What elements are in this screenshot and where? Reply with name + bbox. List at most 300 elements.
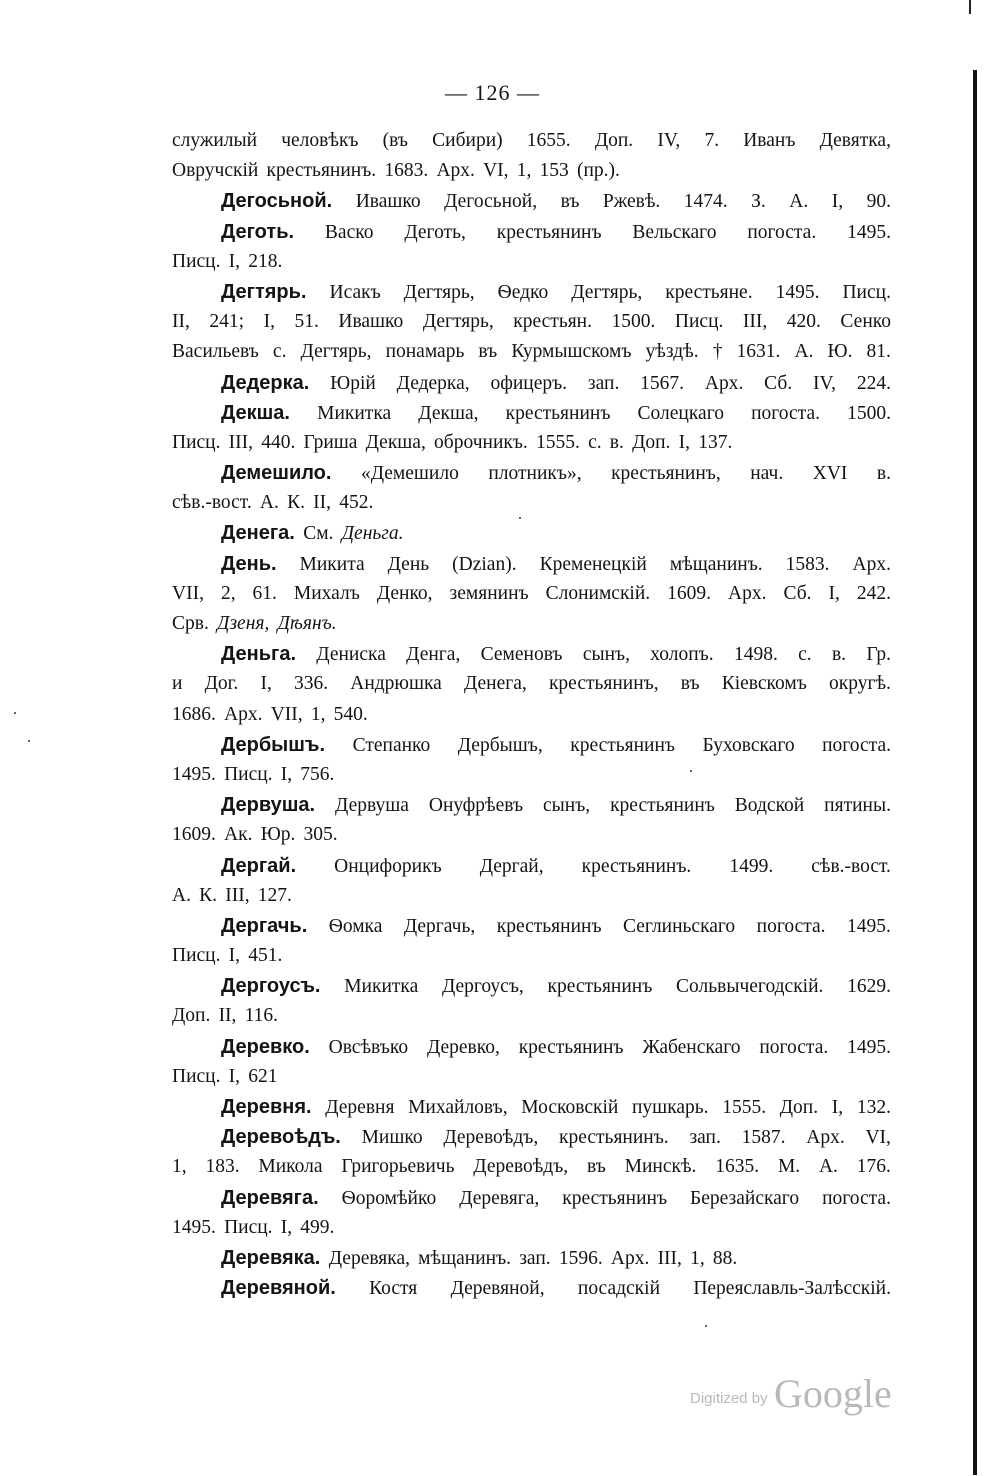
- word: 1495.: [847, 221, 891, 243]
- word: 499.: [300, 1216, 335, 1238]
- text-line: [172, 851, 891, 881]
- text-line: [172, 609, 891, 639]
- word: Дегтярь,: [571, 281, 643, 303]
- word: 1683.: [384, 160, 429, 182]
- word: Ржевѣ.: [602, 191, 661, 213]
- word: Арх.: [852, 553, 891, 575]
- word: 1629.: [847, 976, 891, 998]
- text-line: [172, 639, 891, 669]
- word: Сенко: [840, 311, 891, 333]
- word: пушкарь.: [632, 1097, 709, 1118]
- word: Деревоѣдъ,: [443, 1127, 539, 1149]
- text-line: [172, 1183, 891, 1213]
- entry-headword: Дербышъ.: [221, 733, 326, 756]
- word: Московскій: [521, 1097, 619, 1118]
- word: Декша,: [418, 402, 479, 424]
- word: I,: [831, 191, 844, 213]
- word: III,: [228, 431, 254, 453]
- word: 176.: [856, 1156, 891, 1178]
- word: Доп.: [172, 1005, 211, 1027]
- word: крестьяне.: [665, 281, 753, 303]
- word: Минскѣ.: [624, 1156, 697, 1178]
- word: 7.: [704, 130, 720, 151]
- word: Писц.: [224, 1216, 273, 1238]
- text-line: [172, 518, 891, 548]
- entry-headword: Деревяка.: [221, 1246, 321, 1269]
- word: I,: [828, 582, 840, 604]
- word: 132.: [856, 1097, 891, 1118]
- word: въ: [478, 341, 498, 363]
- word: Сб.: [764, 372, 793, 394]
- word: Костя: [369, 1278, 418, 1300]
- page-number: — 126 —: [445, 80, 540, 105]
- text-line: [172, 881, 891, 911]
- watermark-google-logo: Google: [774, 1371, 892, 1416]
- word: 1609.: [667, 582, 712, 604]
- word: Онцифорикъ: [334, 855, 442, 877]
- word: округѣ.: [828, 673, 891, 695]
- word: 1655.: [526, 130, 571, 151]
- word: I,: [263, 311, 275, 333]
- entry-headword: Дедерка.: [221, 371, 310, 394]
- word: погоста.: [751, 402, 820, 424]
- word: 1474.: [683, 191, 728, 213]
- word: 1495.: [775, 281, 820, 303]
- word: с.: [798, 644, 812, 666]
- text-line: [172, 1032, 891, 1062]
- word: 1500.: [847, 402, 891, 424]
- word: 440.: [261, 431, 296, 453]
- word: IV,: [813, 372, 836, 394]
- word: VII,: [270, 703, 303, 725]
- word: 61.: [252, 582, 277, 604]
- word: Слонимскій.: [545, 582, 651, 604]
- google-watermark: [690, 1370, 900, 1420]
- word: Микита: [299, 553, 365, 575]
- word: Овручскій: [172, 160, 259, 182]
- word: Ѳедко: [497, 281, 549, 303]
- word: 1495.: [847, 1036, 891, 1058]
- word: Дербышъ,: [457, 734, 543, 756]
- word: сѣв.-вост.: [172, 492, 252, 514]
- word: См.: [303, 523, 334, 545]
- text-line: [172, 549, 891, 579]
- word: Иванъ: [743, 130, 796, 151]
- word: А.: [789, 191, 809, 213]
- word: А.: [259, 492, 279, 514]
- word: уѣздѣ.: [645, 341, 699, 363]
- word: 218.: [248, 250, 283, 272]
- word: Дегтярь,: [403, 281, 475, 303]
- word: и: [172, 673, 183, 695]
- word: Кіевскомъ: [721, 673, 807, 695]
- word: Исакъ: [329, 281, 381, 303]
- word: Вельскаго: [632, 221, 717, 243]
- word: 241;: [209, 311, 245, 333]
- word: 1635.: [715, 1156, 760, 1178]
- word: крестьянинъ,: [548, 673, 659, 695]
- word: служилый: [172, 130, 258, 151]
- word: 420.: [786, 311, 821, 333]
- word: 452.: [339, 492, 374, 514]
- word: 336.: [293, 673, 329, 695]
- word: 1583.: [785, 553, 830, 575]
- word: Михайловъ,: [408, 1097, 508, 1118]
- word: 127.: [257, 884, 292, 906]
- word: А.: [794, 341, 814, 363]
- text-line: [172, 911, 891, 941]
- dictionary-text: [172, 126, 891, 1303]
- word: Андрюшка: [350, 673, 442, 695]
- word: 90.: [866, 191, 891, 213]
- word: Декша,: [365, 431, 426, 453]
- word: Переяславль-Залѣсскій.: [693, 1278, 891, 1300]
- word: плотникъ»,: [488, 463, 582, 485]
- word: Степанко: [352, 734, 431, 756]
- word: †: [712, 341, 723, 363]
- word: Семеновъ: [480, 644, 563, 666]
- word: крестьянинъ.: [581, 855, 692, 877]
- word: I,: [678, 431, 690, 453]
- entry-headword: Деревоѣдъ.: [221, 1126, 341, 1149]
- word: в.: [831, 644, 847, 666]
- word: Деревня: [325, 1097, 395, 1118]
- word: Денко,: [376, 582, 433, 604]
- word: Ѳоромѣйко: [341, 1187, 437, 1209]
- word: Писц.: [224, 763, 273, 785]
- entry-headword: Дергачь.: [221, 914, 308, 937]
- word: Сеглиньскаго: [623, 915, 736, 937]
- entry-headword: Дегосьной.: [221, 190, 333, 213]
- word: 1495.: [847, 915, 891, 937]
- text-line: [172, 1273, 891, 1303]
- word: въ: [560, 191, 580, 213]
- text-line: [172, 398, 891, 428]
- cross-reference: Дѣянъ.: [277, 613, 337, 634]
- word: 1,: [172, 1156, 187, 1178]
- word: Солецкаго: [637, 402, 724, 424]
- word: понамарь: [385, 341, 465, 363]
- word: Юрій: [330, 372, 376, 394]
- text-line: [172, 488, 891, 518]
- word: 153: [539, 160, 569, 182]
- word: въ: [680, 673, 700, 695]
- word: Арх.: [610, 1247, 650, 1269]
- word: 1498.: [733, 644, 778, 666]
- word: земянинъ: [449, 582, 529, 604]
- text-line: [172, 941, 891, 971]
- word: Деревяка,: [328, 1247, 410, 1269]
- word: 1495.: [172, 763, 216, 785]
- word: Деревяной,: [450, 1278, 545, 1300]
- text-line: [172, 428, 891, 458]
- scan-page-edge: [973, 70, 977, 1475]
- word: Дергай,: [479, 855, 544, 877]
- word: погоста.: [759, 1036, 829, 1058]
- word: 183.: [205, 1156, 240, 1178]
- word: III,: [225, 884, 250, 906]
- word: Писц.: [172, 945, 221, 967]
- word: в.: [876, 463, 891, 485]
- word: 242.: [856, 582, 891, 604]
- entry-headword: Деньга.: [221, 643, 296, 666]
- text-line: [172, 126, 891, 156]
- word: 621: [248, 1065, 278, 1087]
- text-line: [172, 1243, 891, 1273]
- word: II,: [218, 1005, 237, 1027]
- word: крестьянинъ: [518, 1036, 624, 1058]
- word: 1499.: [729, 855, 774, 877]
- word: Доп.: [779, 1097, 819, 1118]
- word: Ак.: [224, 824, 253, 846]
- word: (пр.).: [576, 160, 620, 182]
- cross-reference: Деньга.: [341, 523, 404, 545]
- word: IV,: [657, 130, 681, 151]
- word: 1686.: [172, 703, 216, 725]
- scan-speck: [705, 1325, 707, 1327]
- word: крестьянинъ.: [559, 1127, 669, 1149]
- word: зап.: [587, 372, 620, 394]
- word: с.: [588, 431, 602, 453]
- entry-headword: Дергоусъ.: [221, 975, 321, 998]
- word: Девятка,: [819, 130, 891, 151]
- word: 88.: [712, 1247, 738, 1269]
- word: III,: [657, 1247, 682, 1269]
- word: Писц.: [172, 431, 221, 453]
- scan-edge-tick: [969, 0, 971, 14]
- word: Григорьевичь: [341, 1156, 455, 1178]
- word: Сб.: [783, 582, 812, 604]
- word: I,: [228, 250, 241, 272]
- word: Сибири): [432, 130, 503, 151]
- word: 756.: [300, 763, 335, 785]
- word: Кременецкій: [539, 553, 647, 575]
- word: Дегтярь,: [300, 341, 372, 363]
- word: Водской: [734, 795, 805, 817]
- scan-speck: [28, 740, 30, 742]
- text-line: [172, 458, 891, 488]
- word: 1567.: [640, 372, 685, 394]
- word: 1,: [310, 703, 326, 725]
- word: Ивашко: [338, 311, 404, 333]
- word: въ: [587, 1156, 606, 1178]
- word: Буховскаго: [702, 734, 795, 756]
- word: погоста.: [756, 915, 826, 937]
- cross-reference: Дзеня,: [217, 613, 270, 634]
- text-line: [172, 579, 891, 609]
- entry-headword: День.: [221, 552, 277, 575]
- word: Срв.: [172, 613, 209, 634]
- word: «Демешило: [360, 463, 459, 485]
- word: 224.: [856, 372, 891, 394]
- text-line: [172, 1062, 891, 1092]
- word: Дениска: [316, 644, 386, 666]
- text-line: [172, 186, 891, 216]
- text-line: [172, 368, 891, 398]
- word: З.: [751, 191, 766, 213]
- word: Ѳомка: [328, 915, 383, 937]
- word: Арх.: [728, 582, 767, 604]
- word: зап.: [519, 1247, 551, 1269]
- text-line: [172, 1092, 891, 1122]
- word: погоста.: [822, 734, 891, 756]
- text-line: [172, 1001, 891, 1031]
- word: А.: [172, 884, 191, 906]
- entry-headword: Деревяной.: [221, 1277, 336, 1300]
- word: Микитка: [344, 976, 419, 998]
- word: сѣв.-вост.: [811, 855, 891, 877]
- word: Овсѣвъко: [328, 1036, 409, 1058]
- entry-headword: Декша.: [221, 401, 290, 424]
- word: I,: [831, 1097, 844, 1118]
- word: А.: [818, 1156, 838, 1178]
- word: крестьянинъ: [610, 795, 715, 817]
- word: крестьянинъ: [570, 734, 676, 756]
- word: Сольвычегодскій.: [676, 976, 824, 998]
- entry-headword: Дервуша.: [221, 794, 316, 817]
- word: Дедерка,: [396, 372, 470, 394]
- word: 1,: [516, 160, 532, 182]
- word: Дергоусъ,: [441, 976, 524, 998]
- entry-headword: Дегтярь.: [221, 280, 307, 303]
- word: Васко: [324, 221, 374, 243]
- word: II,: [172, 311, 190, 333]
- text-line: [172, 1152, 891, 1182]
- word: Михалъ: [293, 582, 360, 604]
- word: Микитка: [317, 402, 392, 424]
- word: Курмышскомъ: [511, 341, 632, 363]
- word: 1500.: [611, 311, 656, 333]
- word: I,: [260, 673, 272, 695]
- word: Писц.: [172, 1065, 221, 1087]
- text-line: [172, 247, 891, 277]
- text-line: [172, 760, 891, 790]
- entry-headword: Дергай.: [221, 854, 297, 877]
- text-line: [172, 820, 891, 850]
- word: нач.: [750, 463, 784, 485]
- word: крестьян.: [513, 311, 592, 333]
- entry-headword: Деревня.: [221, 1096, 312, 1118]
- word: Дог.: [204, 673, 239, 695]
- word: 305.: [303, 824, 338, 846]
- word: пятины.: [824, 795, 891, 817]
- word: мѣщанинъ.: [669, 553, 763, 575]
- entry-headword: Деревко.: [221, 1035, 310, 1058]
- word: Гриша: [303, 431, 358, 453]
- word: мѣщанинъ.: [418, 1247, 512, 1269]
- text-line: [172, 730, 891, 760]
- word: Доп.: [594, 130, 634, 151]
- word: холопъ.: [650, 644, 714, 666]
- word: Юр.: [260, 824, 296, 846]
- word: крестьянинъ.: [266, 160, 377, 182]
- word: Арх.: [806, 1127, 845, 1149]
- word: Микола: [258, 1156, 323, 1178]
- text-line: [172, 337, 891, 367]
- word: VI,: [865, 1127, 891, 1149]
- word: Деготь,: [404, 221, 466, 243]
- word: крестьянинъ: [562, 1187, 668, 1209]
- word: 1596.: [558, 1247, 603, 1269]
- entry-headword: Деревяга.: [221, 1186, 319, 1209]
- word: Гр.: [866, 644, 891, 666]
- word: I,: [280, 1216, 293, 1238]
- word: Мишко: [361, 1127, 423, 1149]
- word: 51.: [294, 311, 319, 333]
- word: 1609.: [172, 824, 216, 846]
- word: Писц.: [172, 250, 221, 272]
- word: Дегтярь,: [422, 311, 494, 333]
- word: 1555.: [722, 1097, 767, 1118]
- word: крестьянинъ: [547, 976, 653, 998]
- word: (въ: [382, 130, 408, 151]
- word: I,: [228, 1065, 241, 1087]
- text-line: [172, 277, 891, 307]
- word: Арх.: [704, 372, 744, 394]
- word: в.: [609, 431, 624, 453]
- word: 1555.: [536, 431, 580, 453]
- word: (Dzian).: [452, 553, 517, 575]
- word: Деревко,: [426, 1036, 500, 1058]
- word: зап.: [689, 1127, 721, 1149]
- word: Жабенскаго: [642, 1036, 741, 1058]
- word: К.: [287, 492, 305, 514]
- word: II,: [313, 492, 332, 514]
- word: VII,: [172, 582, 204, 604]
- word: Писц.: [842, 281, 891, 303]
- word: Деревоѣдъ,: [473, 1156, 569, 1178]
- text-line: [172, 307, 891, 337]
- word: Березайскаго: [690, 1187, 800, 1209]
- word: Дергачь,: [403, 915, 476, 937]
- word: крестьянинъ: [496, 221, 602, 243]
- word: XVI: [812, 463, 848, 485]
- word: с.: [272, 341, 287, 363]
- word: посадскій: [577, 1278, 661, 1300]
- word: погоста.: [822, 1187, 891, 1209]
- word: 2,: [220, 582, 236, 604]
- word: 1495.: [172, 1216, 216, 1238]
- word: 540.: [333, 703, 368, 725]
- word: Дегосьной,: [444, 191, 538, 213]
- word: крестьянинъ: [505, 402, 611, 424]
- word: 137.: [698, 431, 733, 453]
- watermark-digitized-label: Digitized by: [690, 1390, 768, 1407]
- text-line: [172, 217, 891, 247]
- word: человѣкъ: [281, 130, 359, 151]
- word: Арх.: [436, 160, 475, 182]
- text-line: [172, 1213, 891, 1243]
- word: К.: [199, 884, 218, 906]
- word: Онуфрѣевъ: [428, 795, 524, 817]
- text-line: [172, 156, 891, 186]
- word: Ю.: [827, 341, 853, 363]
- word: День: [387, 553, 430, 575]
- word: I,: [280, 763, 293, 785]
- text-line: [172, 700, 891, 730]
- text-line: [172, 669, 891, 699]
- word: Денга,: [406, 644, 461, 666]
- entry-headword: Демешило.: [221, 462, 332, 485]
- word: 116.: [244, 1005, 279, 1027]
- word: погоста.: [747, 221, 817, 243]
- scan-speck: [14, 712, 16, 714]
- word: Васильевъ: [172, 341, 259, 363]
- word: 1587.: [741, 1127, 786, 1149]
- word: III,: [742, 311, 768, 333]
- word: М.: [777, 1156, 801, 1178]
- word: крестьянинъ,: [611, 463, 721, 485]
